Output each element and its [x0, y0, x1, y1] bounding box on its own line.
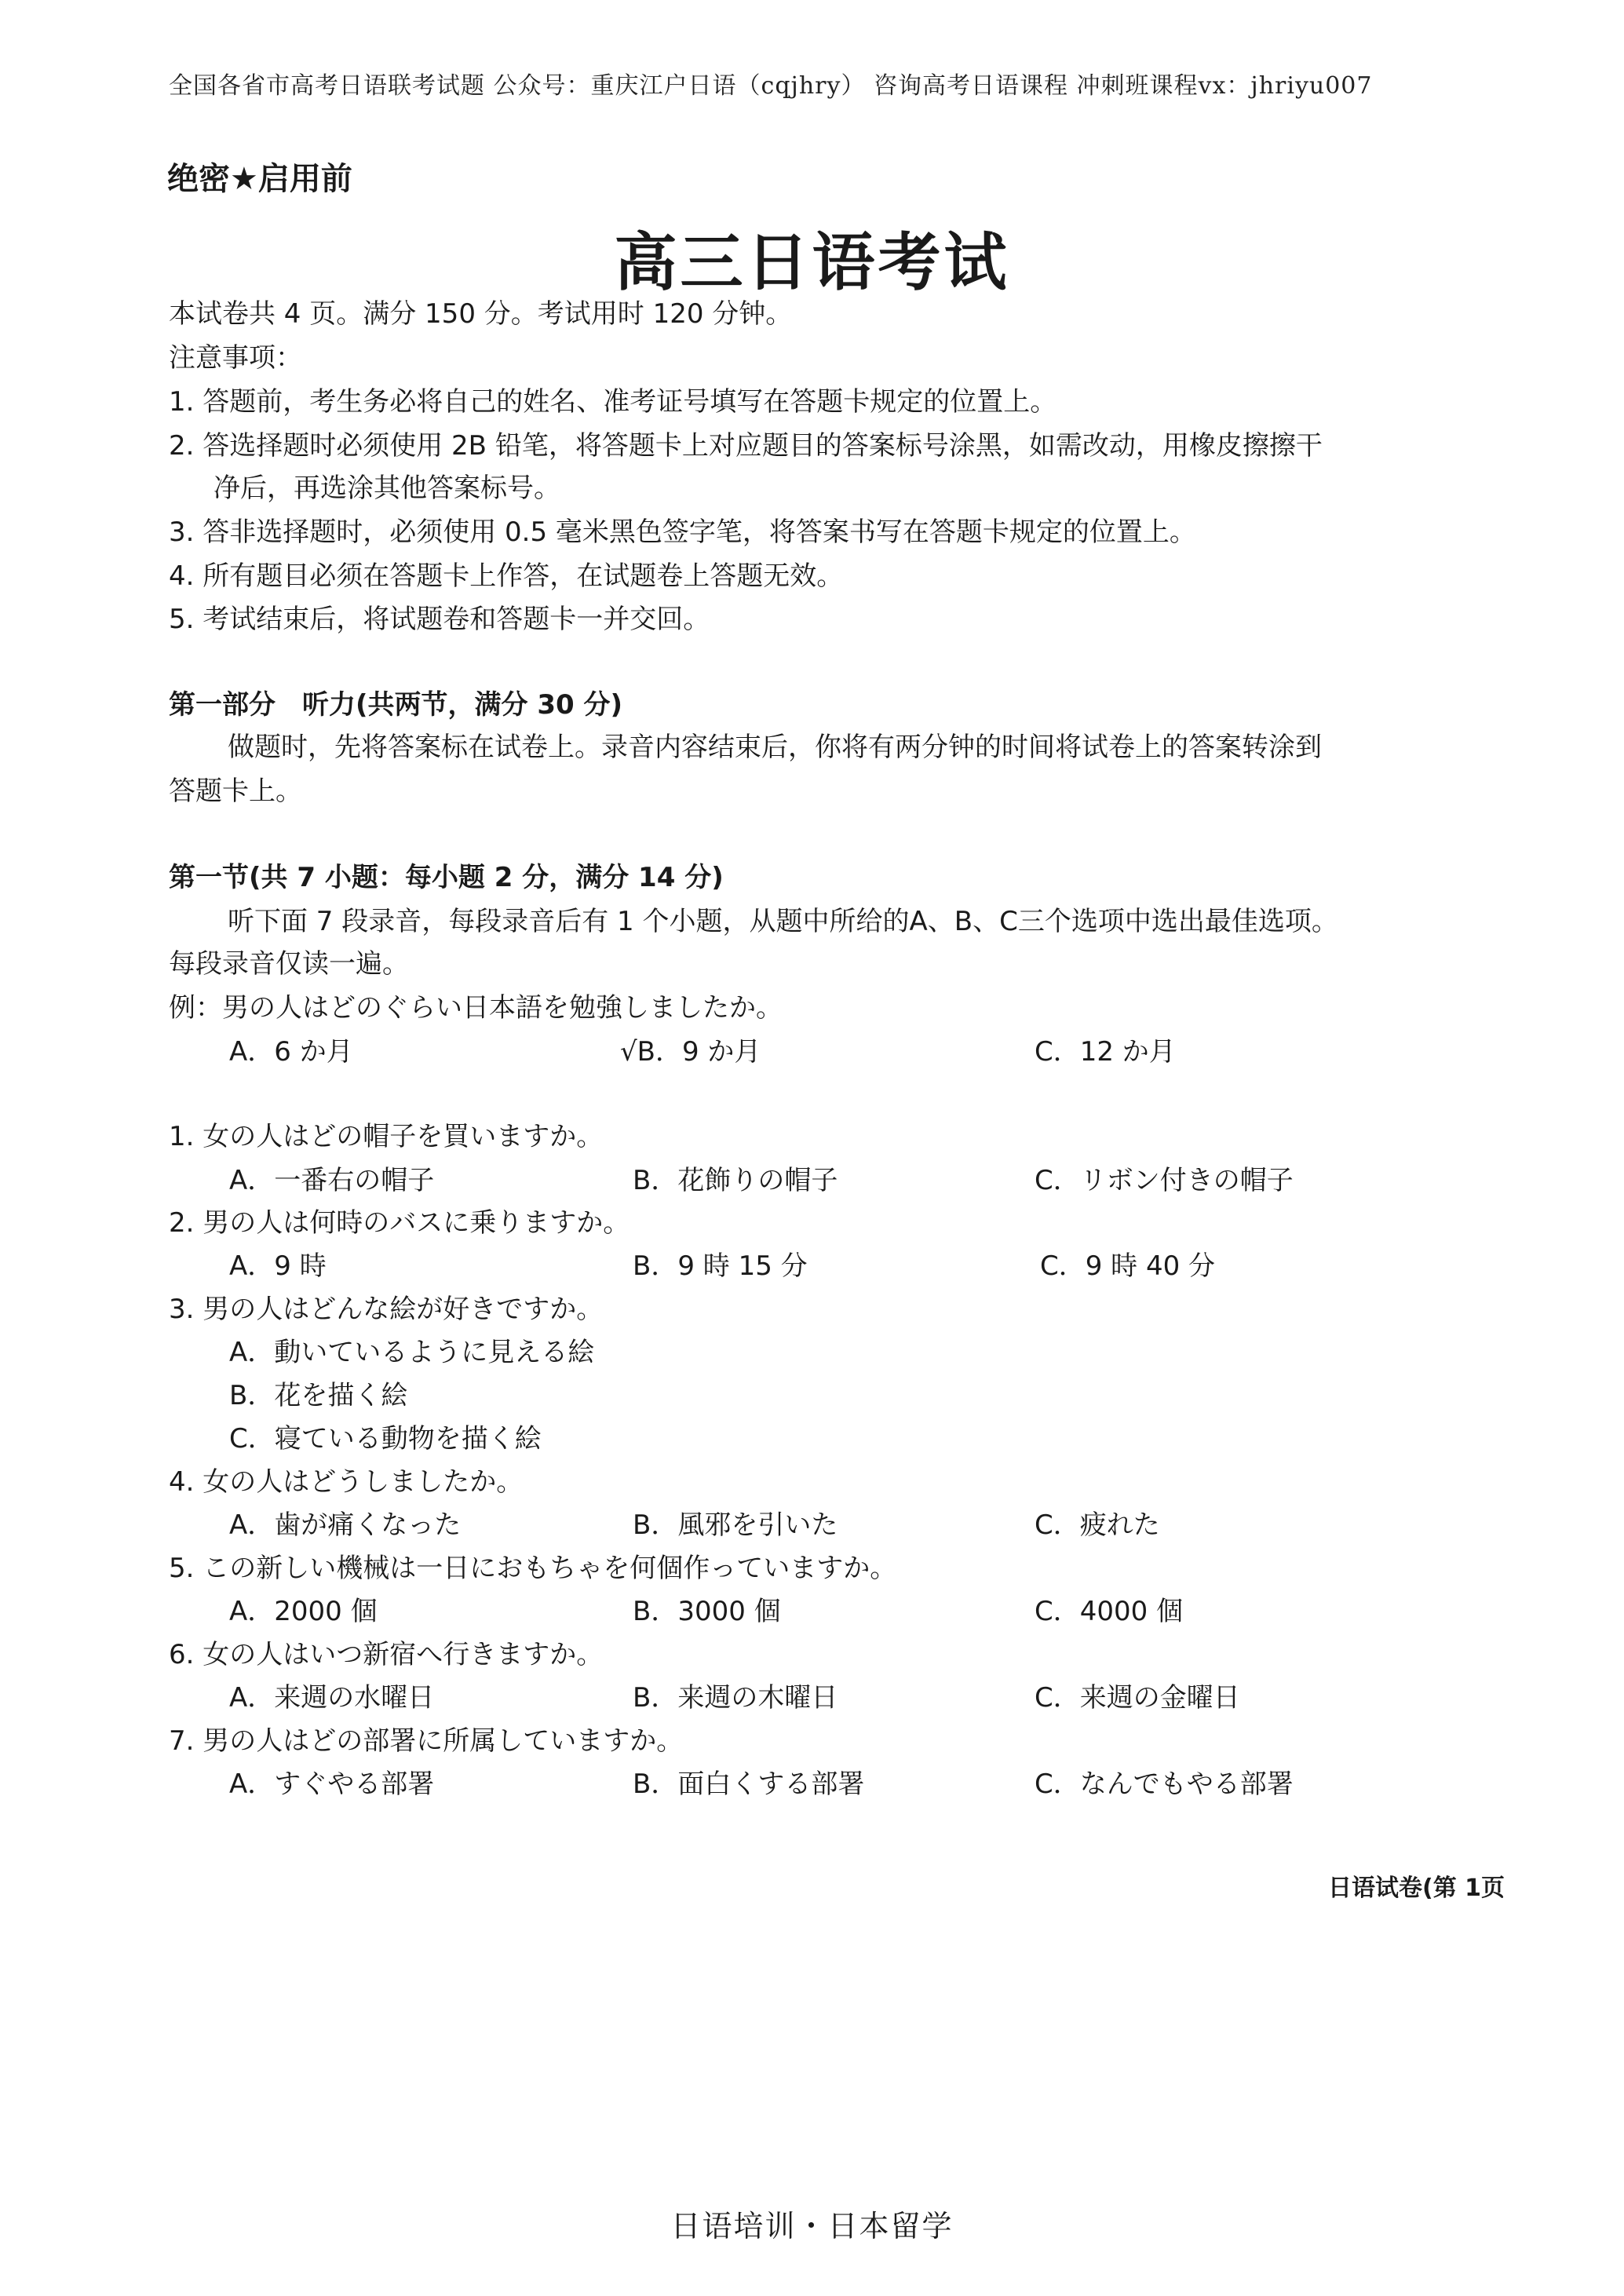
notes-heading: 注意事项： [169, 342, 302, 374]
page-number-footer: 日语试卷(第 1页 [1328, 1874, 1505, 1902]
q2-option-c: C．9 時 40 分 [1040, 1250, 1216, 1282]
example-option-c: C．12 か月 [1035, 1036, 1176, 1068]
note-item: 1. 答题前，考生务必将自己的姓名、准考证号填写在答题卡规定的位置上。 [169, 386, 1057, 418]
question-3: 3. 男の人はどんな絵が好きですか。 [169, 1294, 604, 1325]
example-option-a: A．6 か月 [229, 1036, 353, 1068]
question-2: 2. 男の人は何時のバスに乗りますか。 [169, 1207, 630, 1239]
q1-option-a: A．一番右の帽子 [229, 1165, 435, 1196]
question-1: 1. 女の人はどの帽子を買いますか。 [169, 1121, 604, 1152]
part1-desc-continued: 答题卡上。 [169, 776, 302, 807]
section1-desc-continued: 每段录音仅读一遍。 [169, 948, 409, 980]
exam-intro: 本试卷共 4 页。满分 150 分。考试用时 120 分钟。 [169, 298, 793, 330]
note-item: 2. 答选择题时必须使用 2B 铅笔，将答题卡上对应题目的答案标号涂黑，如需改动，用橡皮擦擦干 [169, 430, 1323, 462]
section1-heading: 第一节(共 7 小题：每小题 2 分，满分 14 分) [169, 862, 724, 893]
note-item: 4. 所有题目必须在答题卡上作答，在试题卷上答题无效。 [169, 560, 844, 592]
note-item-continued: 净后，再选涂其他答案标号。 [213, 473, 560, 504]
q5-option-c: C．4000 個 [1035, 1596, 1184, 1627]
part1-heading: 第一部分 听力(共两节，满分 30 分) [169, 689, 623, 721]
q2-option-b: B．9 時 15 分 [633, 1250, 808, 1282]
example-question: 例：男の人はどのぐらい日本語を勉強しましたか。 [169, 992, 783, 1024]
q4-option-c: C．疲れた [1035, 1509, 1160, 1541]
question-7: 7. 男の人はどの部署に所属していますか。 [169, 1725, 684, 1757]
q7-option-a: A．すぐやる部署 [229, 1769, 435, 1800]
q2-option-a: A．9 時 [229, 1250, 327, 1282]
note-item: 3. 答非选择题时，必须使用 0.5 毫米黑色签字笔，将答案书写在答题卡规定的位置上。 [169, 517, 1196, 548]
bottom-brand: 日语培训・日本留学 [670, 2209, 954, 2243]
part1-desc: 做题时，先将答案标在试卷上。录音内容结束后，你将有两分钟的时间将试卷上的答案转涂到 [228, 732, 1322, 763]
q5-option-a: A．2000 個 [229, 1596, 378, 1627]
q7-option-c: C．なんでもやる部署 [1035, 1769, 1294, 1800]
q6-option-b: B．来週の木曜日 [633, 1682, 838, 1714]
q6-option-a: A．来週の水曜日 [229, 1682, 435, 1714]
secret-mark: 绝密★启用前 [167, 161, 352, 197]
q3-option-a: A．動いているように見える絵 [229, 1337, 595, 1368]
q3-option-c: C．寝ている動物を描く絵 [229, 1423, 542, 1455]
header-banner: 全国各省市高考日语联考试题 公众号：重庆江户日语（cqjhry） 咨询高考日语课程 冲刺班课程vx：jhriyu007 [169, 72, 1373, 100]
question-6: 6. 女の人はいつ新宿へ行きますか。 [169, 1639, 604, 1670]
question-5: 5. この新しい機械は一日におもちゃを何個作っていますか。 [169, 1553, 897, 1584]
example-option-b: √B．9 か月 [620, 1036, 761, 1068]
q4-option-b: B．風邪を引いた [633, 1509, 838, 1541]
note-item: 5. 考试结束后，将试题卷和答题卡一并交回。 [169, 604, 710, 635]
q1-option-c: C．リボン付きの帽子 [1035, 1165, 1294, 1196]
q5-option-b: B．3000 個 [633, 1596, 781, 1627]
q3-option-b: B．花を描く絵 [229, 1380, 408, 1411]
question-4: 4. 女の人はどうしましたか。 [169, 1466, 524, 1498]
page-title: 高三日语考试 [614, 226, 1010, 299]
section1-desc: 听下面 7 段录音，每段录音后有 1 个小题，从题中所给的A、B、C三个选项中选出最佳选项。 [228, 906, 1338, 937]
q6-option-c: C．来週の金曜日 [1035, 1682, 1240, 1714]
q7-option-b: B．面白くする部署 [633, 1769, 865, 1800]
q1-option-b: B．花飾りの帽子 [633, 1165, 838, 1196]
q4-option-a: A．歯が痛くなった [229, 1509, 462, 1541]
